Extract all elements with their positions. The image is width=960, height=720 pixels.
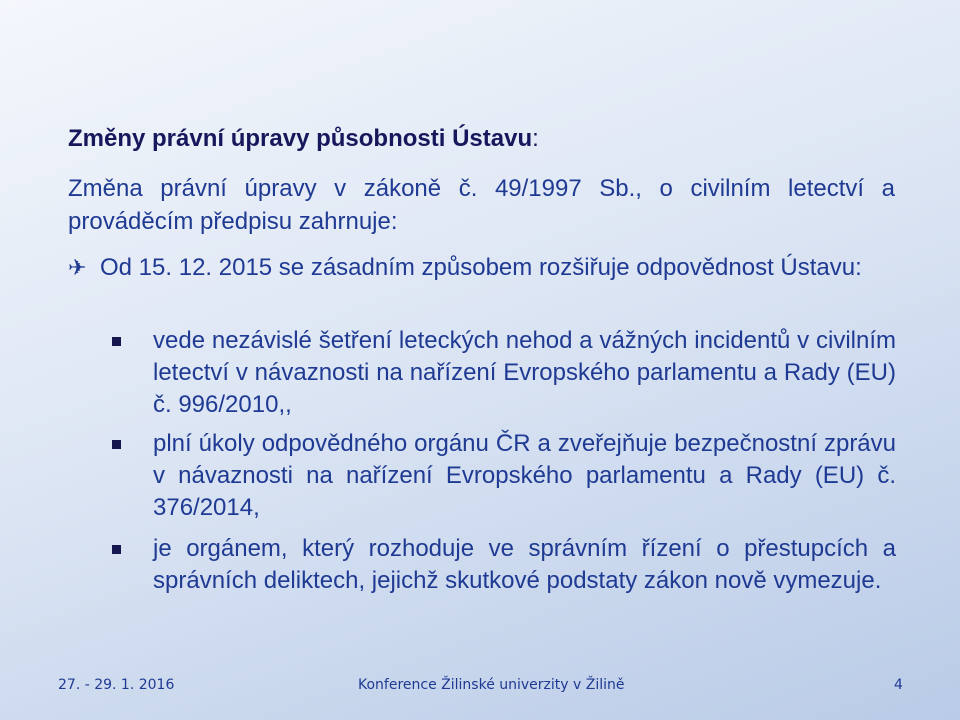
sub-bullet-point bbox=[112, 533, 896, 597]
footer-page-number: 4 bbox=[894, 677, 903, 693]
square-bullet-icon bbox=[112, 545, 121, 554]
sub-bullet-text: je orgánem, který rozhoduje ve správním řízení o přestupcích a správních deliktech, jejichž skutkové podstaty zákon nově vymezuje. bbox=[153, 535, 896, 594]
slide-title-colon: : bbox=[532, 125, 539, 152]
sub-bullet-text: plní úkoly odpovědného orgánu ČR a zveřejňuje bezpečnostní zprávu v návaznosti na nařízení Evropského parlamentu a Rady (EU) č. 376/2014, bbox=[153, 430, 896, 521]
airplane-icon: ✈ bbox=[68, 255, 87, 280]
main-bullet-point bbox=[68, 251, 895, 284]
main-bullet-text: Od 15. 12. 2015 se zásadním způsobem rozšiřuje odpovědnost Ústavu: bbox=[100, 254, 862, 281]
slide-title-text: Změny právní úpravy působnosti Ústavu bbox=[68, 125, 533, 152]
square-bullet-icon bbox=[112, 337, 121, 346]
sub-bullet-point bbox=[112, 428, 896, 524]
footer-conference: Konference Žilinské univerzity v Žilině bbox=[358, 677, 625, 693]
slide-title bbox=[68, 123, 539, 155]
square-bullet-icon bbox=[112, 440, 121, 449]
sub-bullet-text: vede nezávislé šetření leteckých nehod a vážných incidentů v civilním letectví v návaznosti na nařízení Evropského parlamentu a Rady (EU) č. 996/2010,, bbox=[153, 327, 896, 418]
footer-date: 27. - 29. 1. 2016 bbox=[58, 677, 175, 693]
sub-bullet-point bbox=[112, 325, 896, 421]
intro-paragraph: Změna právní úpravy v zákoně č. 49/1997 Sb., o civilním letectví a prováděcím předpisu zahrnuje: bbox=[68, 175, 895, 235]
